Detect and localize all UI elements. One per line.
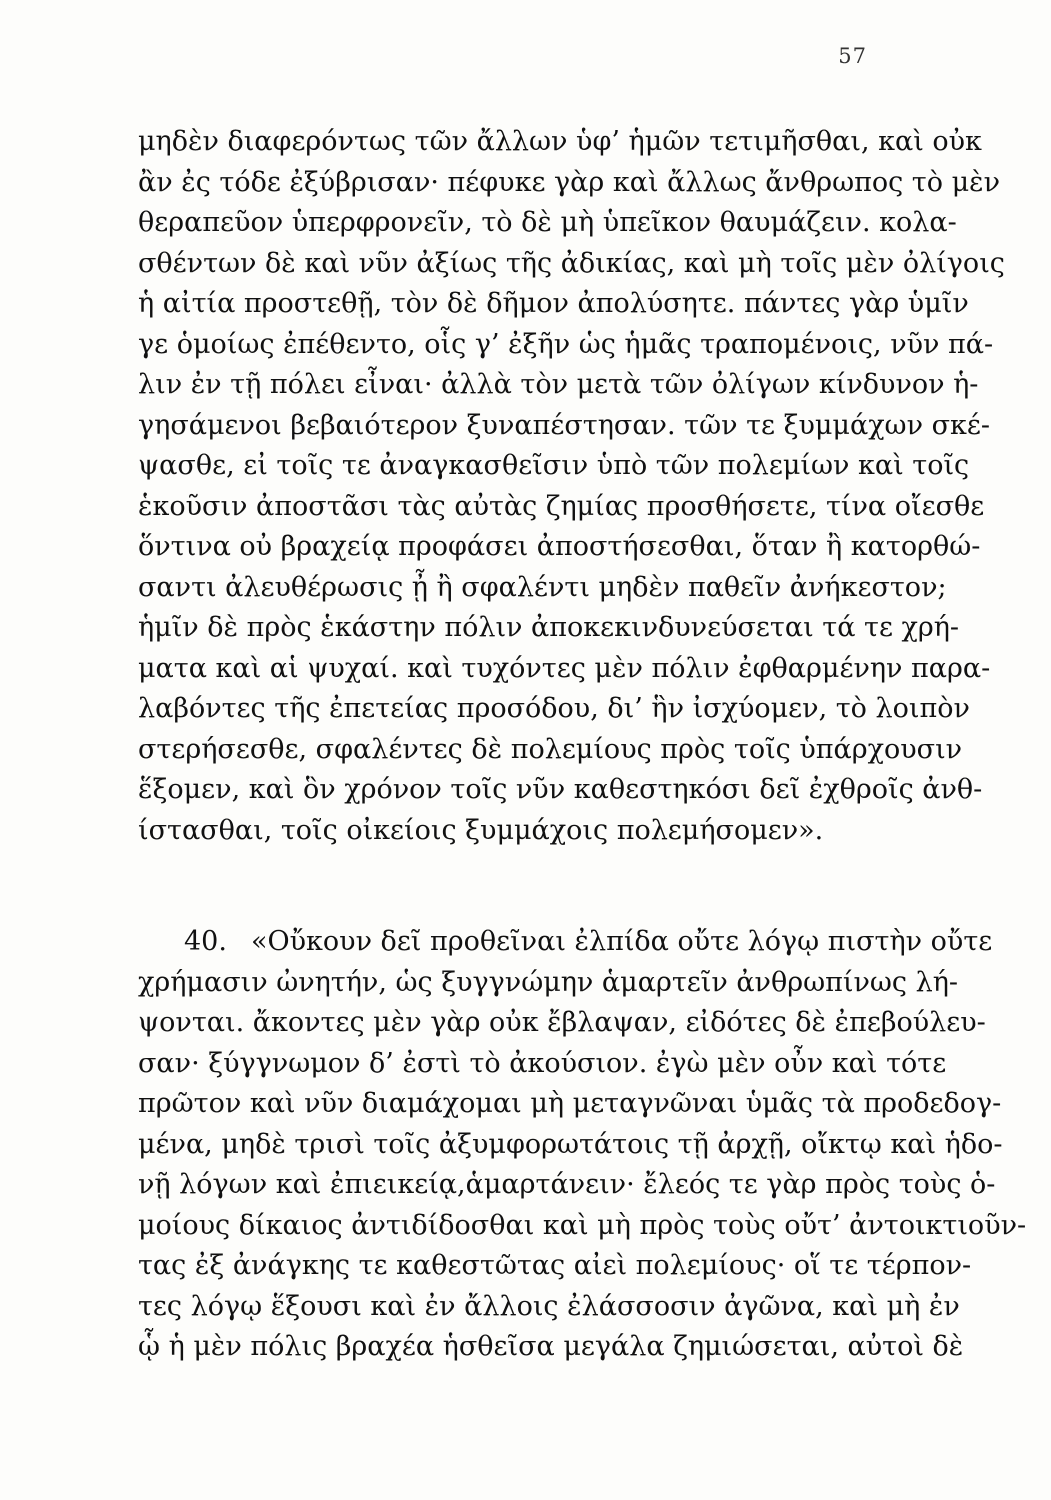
text-line: σθέντων δὲ καὶ νῦν ἀξίως τῆς ἀδικίας, καὶ μὴ τοῖς μὲν ὀλίγοις <box>138 247 1005 279</box>
text-line: ψονται. ἄκοντες μὲν γὰρ οὐκ ἔβλαψαν, εἰδότες δὲ ἐπεβούλευ- <box>138 1007 986 1038</box>
text-line: λαβόντες τῆς ἐπετείας προσόδου, δι’ ἣν ἰσχύομεν, τὸ λοιπὸν <box>138 693 970 724</box>
text-line: ἡμῖν δὲ πρὸς ἑκάστην πόλιν ἀποκεκινδυνεύσεται τά τε χρή- <box>138 612 960 643</box>
section-40 <box>138 922 1027 1368</box>
text-line: ἑκοῦσιν ἀποστᾶσι τὰς αὐτὰς ζημίας προσθήσετε, τίνα οἴεσθε <box>138 490 985 522</box>
text-line: μένα, μηδὲ τρισὶ τοῖς ἀξυμφορωτάτοις τῇ ἀρχῇ, οἴκτῳ καὶ ἡδο- <box>138 1128 1003 1160</box>
paragraph-gap <box>138 851 898 922</box>
text-line: μηδὲν διαφερόντως τῶν ἄλλων ὑφ’ ἡμῶν τετιμῆσθαι, καὶ οὐκ <box>138 126 982 157</box>
text-line: ψασθε, εἰ τοῖς τε ἀναγκασθεῖσιν ὑπὸ τῶν πολεμίων καὶ τοῖς <box>138 450 970 481</box>
paragraph-continuation <box>138 122 1005 851</box>
text-line: γε ὁμοίως ἐπέθεντο, οἷς γ’ ἐξῆν ὡς ἡμᾶς τραπομένοις, νῦν πά- <box>138 328 994 360</box>
text-line: τας ἐξ ἀνάγκης τε καθεστῶτας αἰεὶ πολεμίους· οἵ τε τέρπον- <box>138 1250 972 1281</box>
text-line: ὅντινα οὐ βραχείᾳ προφάσει ἀποστήσεσθαι, ὅταν ἢ κατορθώ- <box>138 531 981 562</box>
text-line: λιν ἐν τῇ πόλει εἶναι· ἀλλὰ τὸν μετὰ τῶν ὀλίγων κίνδυνον ἡ- <box>138 369 979 400</box>
text-line: ἕξομεν, καὶ ὃν χρόνον τοῖς νῦν καθεστηκόσι δεῖ ἐχθροῖς ἀνθ- <box>138 774 983 805</box>
text-line: νῇ λόγων καὶ ἐπιεικείᾳ,ἁμαρτάνειν· ἔλεός τε γὰρ πρὸς τοὺς ὁ- <box>138 1169 996 1200</box>
text-line: ᾧ ἡ μὲν πόλις βραχέα ἡσθεῖσα μεγάλα ζημιώσεται, αὐτοὶ δὲ <box>138 1331 964 1362</box>
text-line: χρήμασιν ὠνητήν, ὡς ξυγγνώμην ἁμαρτεῖν ἀνθρωπίνως λή- <box>138 966 958 998</box>
text-line: θεραπεῦον ὑπερφρονεῖν, τὸ δὲ μὴ ὑπεῖκον θαυμάζειν. κολα- <box>138 207 957 238</box>
page-number: 57 <box>838 44 867 68</box>
text-line: «Οὔκουν δεῖ προθεῖναι ἐλπίδα οὔτε λόγῳ πιστὴν οὔτε <box>250 926 993 957</box>
greek-text-block <box>138 122 1027 1368</box>
text-line: ίστασθαι, τοῖς οἰκείοις ξυμμάχοις πολεμήσομεν». <box>138 814 824 846</box>
text-line: σαντι ἀλευθέρωσις ᾖ ἢ σφαλέντι μηδὲν παθεῖν ἀνήκεστον; <box>138 571 947 603</box>
text-line: τες λόγῳ ἕξουσι καὶ ἐν ἄλλοις ἐλάσσοσιν ἀγῶνα, καὶ μὴ ἐν <box>138 1290 960 1322</box>
section-number: 40. <box>184 926 227 957</box>
text-line: ἡ αἰτία προστεθῇ, τὸν δὲ δῆμον ἀπολύσητε. πάντες γὰρ ὑμῖν <box>138 288 969 319</box>
text-line: μοίους δίκαιος ἀντιδίδοσθαι καὶ μὴ πρὸς τοὺς οὔτ’ ἀντοικτιοῦν- <box>138 1209 1027 1241</box>
text-line: σαν· ξύγγνωμον δ’ ἐστὶ τὸ ἀκούσιον. ἐγὼ μὲν οὖν καὶ τότε <box>138 1047 947 1079</box>
text-line: γησάμενοι βεβαιότερον ξυναπέστησαν. τῶν τε ξυμμάχων σκέ- <box>138 409 990 441</box>
text-line: ἂν ἐς τόδε ἐξύβρισαν· πέφυκε γὰρ καὶ ἄλλως ἄνθρωπος τὸ μὲν <box>138 166 1001 198</box>
section-first-line <box>138 922 993 963</box>
text-line: στερήσεσθε, σφαλέντες δὲ πολεμίους πρὸς τοῖς ὑπάρχουσιν <box>138 733 963 765</box>
text-line: πρῶτον καὶ νῦν διαμάχομαι μὴ μεταγνῶναι ὑμᾶς τὰ προδεδογ- <box>138 1088 1002 1119</box>
text-line: ματα καὶ αἱ ψυχαί. καὶ τυχόντες μὲν πόλιν ἐφθαρμένην παρα- <box>138 652 991 684</box>
